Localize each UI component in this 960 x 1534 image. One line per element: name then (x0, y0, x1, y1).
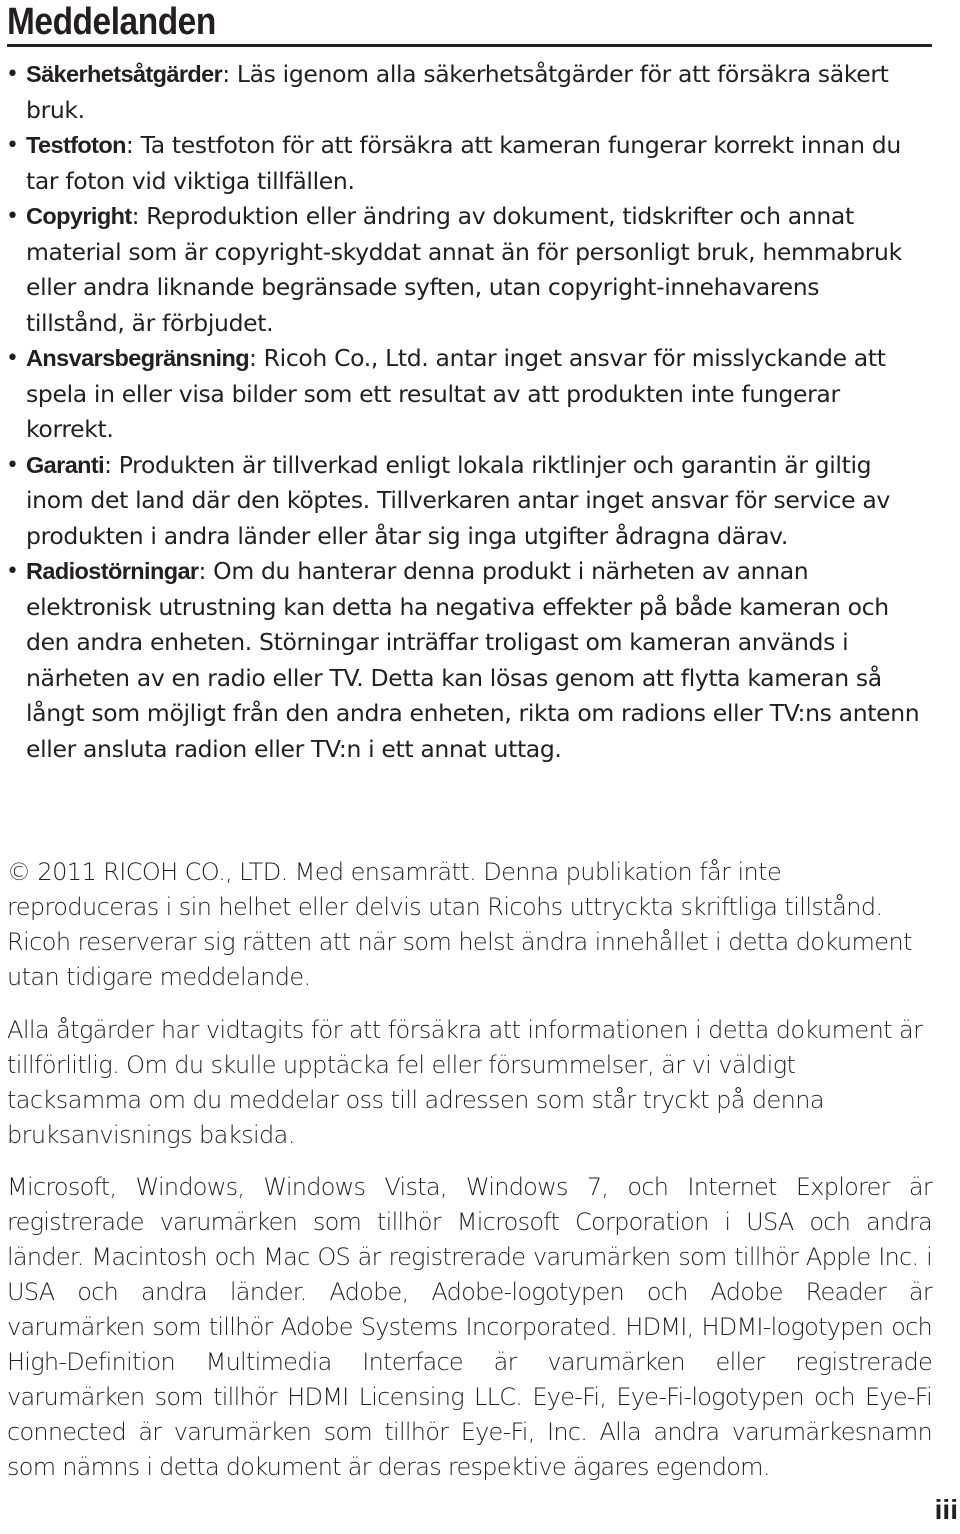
notice-term: Testfoton (26, 132, 126, 158)
accuracy-paragraph: Alla åtgärder har vidtagits för att försäkra att informationen i detta dokument är tillförlitlig. Om du skulle upptäcka fel eller försummelser, är vi väldigt tacksamma om du meddelar oss till adressen som står tryckt på denna bruksanvisnings baksida. (7, 1016, 923, 1149)
notice-term: Säkerhetsåtgärder (26, 61, 223, 87)
bullet-icon: • (6, 559, 19, 584)
notice-text: : Om du hanterar denna produkt i närheten av annan elektronisk utrustning kan detta ha negativa effekter på både kameran och den andra enheten. Störningar inträffar troligast om kameran används i närheten av en radio eller TV. Detta kan lösas genom att flytta kameran så långt som möjligt från den andra enheten, rikta om radions eller TV:ns antenn eller ansluta radion eller TV:n i ett annat uttag. (26, 557, 920, 763)
copyright-paragraph: © 2011 RICOH CO., LTD. Med ensamrätt. Denna publikation får inte reproduceras i sin helhet eller delvis utan Ricohs uttryckta skriftliga tillstånd. Ricoh reserverar sig rätten att när som helst ändra innehållet i detta dokument utan tidigare meddelande. (7, 858, 912, 991)
notice-text: : Produkten är tillverkad enligt lokala riktlinjer och garantin är giltig inom det land där den köptes. Tillverkaren antar inget ansvar för service av produkten i andra länder eller åtar sig inga utgifter ådragna därav. (26, 450, 890, 550)
notice-text: : Ta testfoton för att försäkra att kameran fungerar korrekt innan du tar foton vid viktiga tillfällen. (26, 131, 901, 195)
bullet-icon: • (6, 346, 19, 371)
notice-term: Ansvarsbegränsning (26, 345, 249, 371)
notice-text: : Läs igenom alla säkerhetsåtgärder för att försäkra säkert bruk. (26, 60, 889, 124)
notice-copyright (0, 199, 960, 341)
trademarks-paragraph: Microsoft, Windows, Windows Vista, Windows 7, och Internet Explorer är registrerade varumärken som tillhör Microsoft Corporation i USA och andra länder. Macintosh och Mac OS är registrerade varumärken som tillhör Apple Inc. i USA och andra länder. Adobe, Adobe-logotypen och Adobe Reader är varumärken som tillhör Adobe Systems Incorporated. HDMI, HDMI-logotypen och High-Definition Multimedia Interface är varumärken eller registrerade varumärken som tillhör HDMI Licensing LLC. Eye-Fi, Eye-Fi-logotypen och Eye-Fi connected är varumärken som tillhör Eye-Fi, Inc. Alla andra varumärkesnamn som nämns i detta dokument är deras respektive ägares egendom. (7, 1173, 932, 1481)
notice-term: Garanti (26, 451, 105, 478)
bullet-icon: • (6, 62, 19, 87)
notice-text: : Reproduktion eller ändring av dokument, tidskrifter och annat material som är copyright-skyddat annat än för personligt bruk, hemmabruk eller andra liknande begränsade syften, utan copyright-innehavarens tillstånd, är förbjudet. (26, 202, 902, 337)
bullet-icon: • (6, 204, 19, 229)
bullet-icon: • (6, 452, 19, 478)
notice-liability (0, 341, 960, 448)
notice-text: : Ricoh Co., Ltd. antar inget ansvar för misslyckande att spela in eller visa bilder som ett resultat av att produkten inte fungerar korrekt. (26, 344, 886, 443)
page-title: Meddelanden (7, 0, 932, 47)
bullet-icon: • (6, 133, 19, 158)
notice-term: Radiostörningar (26, 558, 199, 584)
notice-term: Copyright (26, 203, 132, 229)
notice-radio-interference (0, 554, 960, 767)
notice-warranty (0, 448, 960, 555)
notices-list (0, 57, 960, 767)
page-number: iii (934, 1494, 958, 1525)
notice-safety (0, 57, 960, 128)
notice-test-photos (0, 128, 960, 199)
